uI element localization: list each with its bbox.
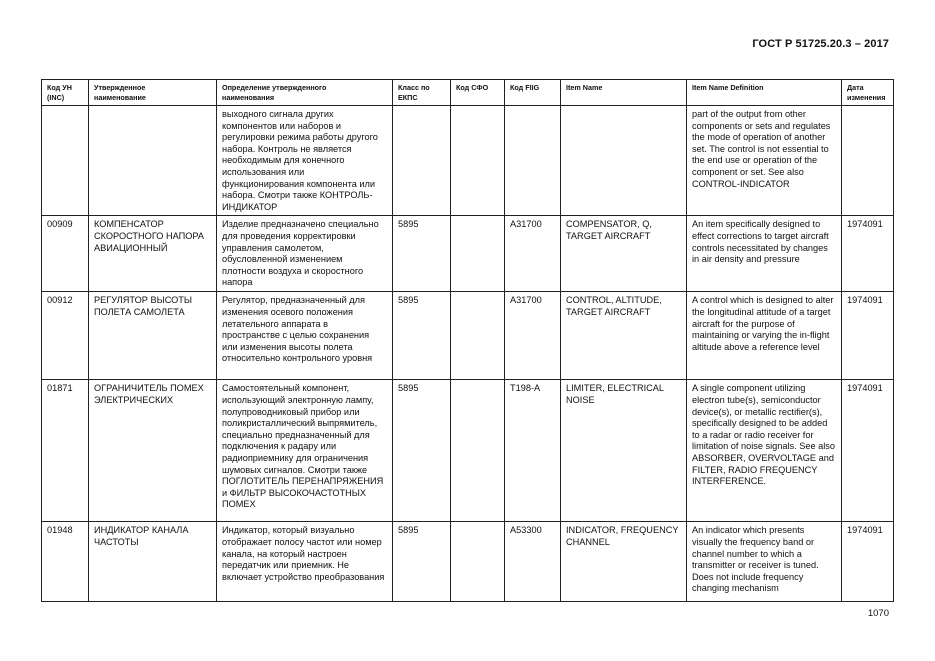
- fiig-cell: A31700: [505, 216, 561, 292]
- class-cell: 5895: [393, 380, 451, 522]
- sfo-cell: [451, 380, 505, 522]
- fiig-cell: T198-A: [505, 380, 561, 522]
- item-definition-cell: part of the output from other components or sets and regulates the mode of operation of another set. The control is not essential to the end use or operation of the component or set. See also CONTROL-INDICATOR: [687, 106, 842, 216]
- sfo-cell: [451, 522, 505, 602]
- approved-name-cell: КОМПЕНСАТОР СКОРОСТНОГО НАПОРА АВИАЦИОННЫЙ: [89, 216, 217, 292]
- approved-definition-cell: Изделие предназначено специально для проведения корректировки управления самолетом, обусловленной изменением плотности воздуха и скоростного напора: [217, 216, 393, 292]
- sfo-cell: [451, 106, 505, 216]
- inc-cell: [42, 106, 89, 216]
- table-row: [42, 380, 894, 522]
- change-date-cell: 1974091: [842, 522, 894, 602]
- class-cell: 5895: [393, 292, 451, 380]
- item-definition-cell: An item specifically designed to effect corrections to target aircraft controls necessitated by changes in air density and pressure: [687, 216, 842, 292]
- table-body: [42, 106, 894, 602]
- col-item-name-header: Item Name: [561, 80, 687, 106]
- item-name-cell: CONTROL, ALTITUDE, TARGET AIRCRAFT: [561, 292, 687, 380]
- change-date-cell: 1974091: [842, 216, 894, 292]
- col-inc-header: Код УН (INC): [42, 80, 89, 106]
- approved-name-cell: РЕГУЛЯТОР ВЫСОТЫ ПОЛЕТА САМОЛЕТА: [89, 292, 217, 380]
- item-definition-cell: An indicator which presents visually the frequency band or channel number to which a transmitter or receiver is tuned. Does not include frequency changing mechanism: [687, 522, 842, 602]
- col-approved-name-header: Утвержденное наименование: [89, 80, 217, 106]
- col-approved-definition-header: Определение утвержденного наименования: [217, 80, 393, 106]
- item-name-cell: COMPENSATOR, Q, TARGET AIRCRAFT: [561, 216, 687, 292]
- col-change-date-header: Дата изменения: [842, 80, 894, 106]
- document-header: ГОСТ Р 51725.20.3 – 2017: [752, 38, 889, 50]
- approved-name-cell: ОГРАНИЧИТЕЛЬ ПОМЕХ ЭЛЕКТРИЧЕСКИХ: [89, 380, 217, 522]
- table-row: [42, 292, 894, 380]
- class-cell: 5895: [393, 522, 451, 602]
- change-date-cell: 1974091: [842, 380, 894, 522]
- approved-definition-cell: выходного сигнала других компонентов или наборов и регулировки режима работы другого набора. Контроль не является необходимым для конечного использования или функционирования компонента или набора. Смотри также КОНТРОЛЬ-ИНДИКАТОР: [217, 106, 393, 216]
- fiig-cell: A31700: [505, 292, 561, 380]
- approved-definition-cell: Самостоятельный компонент, использующий электронную лампу, полупроводниковый прибор или поликристаллический выпрямитель, специально предназначенный для подключения к радару или радиоприемнику для ограничения шумовых сигналов. Смотри также ПОГЛОТИТЕЛЬ ПЕРЕНАПРЯЖЕНИЯ и ФИЛЬТР ВЫСОКОЧАСТОТНЫХ ПОМЕХ: [217, 380, 393, 522]
- col-fiig-header: Код FIIG: [505, 80, 561, 106]
- inc-cell: 01871: [42, 380, 89, 522]
- catalog-table: [41, 79, 894, 602]
- change-date-cell: [842, 106, 894, 216]
- inc-cell: 01948: [42, 522, 89, 602]
- table-row: [42, 522, 894, 602]
- item-name-cell: LIMITER, ELECTRICAL NOISE: [561, 380, 687, 522]
- sfo-cell: [451, 216, 505, 292]
- sfo-cell: [451, 292, 505, 380]
- inc-cell: 00912: [42, 292, 89, 380]
- approved-name-cell: [89, 106, 217, 216]
- col-sfo-header: Код СФО: [451, 80, 505, 106]
- item-name-cell: [561, 106, 687, 216]
- item-definition-cell: A control which is designed to alter the longitudinal attitude of a target aircraft for the purpose of maintaining or varying the in-flight altitude above a reference level: [687, 292, 842, 380]
- fiig-cell: A53300: [505, 522, 561, 602]
- approved-name-cell: ИНДИКАТОР КАНАЛА ЧАСТОТЫ: [89, 522, 217, 602]
- col-item-definition-header: Item Name Definition: [687, 80, 842, 106]
- class-cell: [393, 106, 451, 216]
- item-name-cell: INDICATOR, FREQUENCY CHANNEL: [561, 522, 687, 602]
- item-definition-cell: A single component utilizing electron tube(s), semiconductor device(s), or metallic rectifier(s), specifically designed to be added to a radar or radio receiver for limitation of noise signals. See also ABSORBER, OVERVOLTAGE and FILTER, RADIO FREQUENCY INTERFERENCE.: [687, 380, 842, 522]
- col-class-header: Класс по ЕКПС: [393, 80, 451, 106]
- class-cell: 5895: [393, 216, 451, 292]
- page-number: 1070: [867, 608, 889, 619]
- table-row: [42, 106, 894, 216]
- approved-definition-cell: Индикатор, который визуально отображает полосу частот или номер канала, на который настроен передатчик или приемник. Не включает устройство преобразования: [217, 522, 393, 602]
- table-row: [42, 216, 894, 292]
- inc-cell: 00909: [42, 216, 89, 292]
- fiig-cell: [505, 106, 561, 216]
- approved-definition-cell: Регулятор, предназначенный для изменения осевого положения летательного аппарата в пространстве с целью сохранения или изменения высоты полета относительно контрольного уровня: [217, 292, 393, 380]
- header-row: [42, 80, 894, 106]
- change-date-cell: 1974091: [842, 292, 894, 380]
